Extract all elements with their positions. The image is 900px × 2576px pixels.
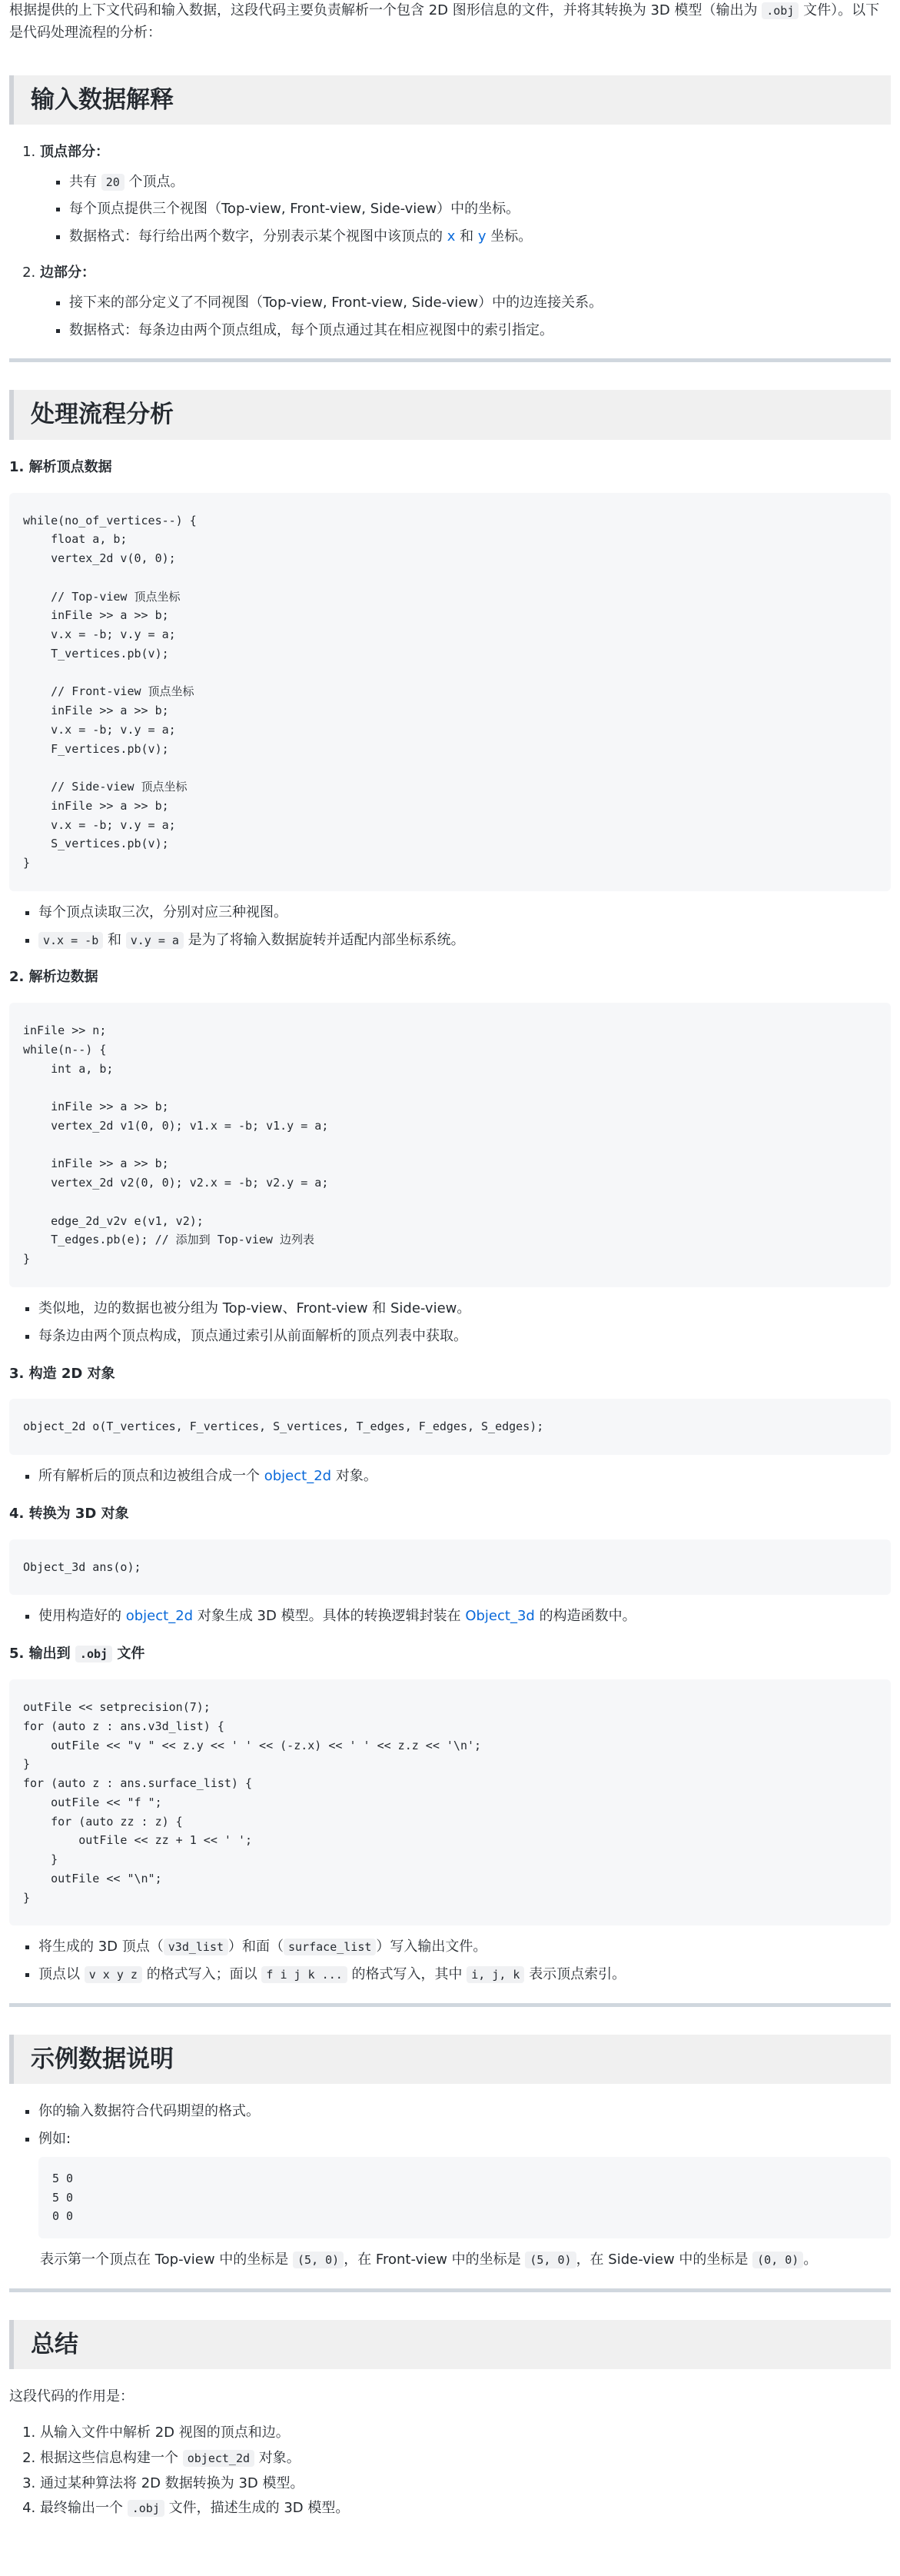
object-2d-link[interactable]: object_2d bbox=[264, 1468, 332, 1485]
text: 和 bbox=[107, 931, 121, 948]
step5-bullets bbox=[9, 1936, 891, 1986]
inline-code: .obj bbox=[128, 2500, 164, 2517]
text: 例如: bbox=[38, 2130, 71, 2147]
text: 的格式写入；面以 bbox=[146, 1966, 257, 1983]
section-title: 示例数据说明 bbox=[31, 2045, 174, 2073]
text: 将生成的 3D 顶点（ bbox=[38, 1939, 164, 1955]
text: 对象生成 3D 模型。具体的转换逻辑封装在 bbox=[197, 1608, 461, 1625]
bullet bbox=[38, 2128, 891, 2238]
inline-code: v.x = -b bbox=[38, 932, 103, 949]
bullet bbox=[38, 1936, 891, 1959]
bullet bbox=[69, 171, 891, 194]
list-item-edges bbox=[40, 262, 891, 341]
code-block-parse-edges: inFile >> n; while(n--) { int a, b; inFile >> a >> b; vertex_2d v1(0, 0); v1.x = -b; v1.y = a; inFile >> a >> b; vertex_2d v2(0, 0); v2.x = -b; v2.y = a; edge_2d_v2v e(v1, v2); T_edges.pb(e); // 添加到 Top-view 边列表 } bbox=[9, 1003, 891, 1287]
intro-paragraph bbox=[9, 0, 891, 45]
text: 表示第一个顶点在 Top-view 中的坐标是 bbox=[40, 2252, 289, 2268]
intro-text-end: 文件）。以下是代码处理流程的分析： bbox=[9, 2, 880, 41]
section-divider bbox=[9, 2003, 891, 2007]
bullet bbox=[38, 1606, 891, 1628]
section-heading-summary bbox=[9, 2320, 891, 2369]
inline-code: f i j k ... bbox=[261, 1966, 347, 1983]
section-heading-process-analysis bbox=[9, 390, 891, 439]
item-label: 边部分 bbox=[40, 265, 81, 281]
bullet bbox=[38, 930, 891, 952]
example-note bbox=[40, 2249, 891, 2271]
text: 使用构造好的 bbox=[38, 1608, 121, 1625]
text: 所有解析后的顶点和边被组合成一个 bbox=[38, 1468, 260, 1485]
text: ）和面（ bbox=[228, 1939, 284, 1955]
code-block-object-2d: object_2d o(T_vertices, F_vertices, S_vertices, T_edges, F_edges, S_edges); bbox=[9, 1399, 891, 1455]
text: 5. 输出到 bbox=[9, 1646, 71, 1662]
text: 顶点以 bbox=[38, 1966, 80, 1983]
text: 表示顶点索引。 bbox=[529, 1966, 626, 1983]
colon: ： bbox=[81, 265, 95, 281]
edges-bullets bbox=[40, 292, 891, 342]
item-label: 顶点部分 bbox=[40, 143, 95, 160]
bullet: ▪ 数据格式：每条边由两个顶点组成，每个顶点通过其在相应视图中的索引指定。 bbox=[69, 320, 891, 342]
section-title: 输入数据解释 bbox=[31, 85, 174, 114]
text: 根据这些信息构建一个 bbox=[40, 2449, 178, 2466]
bullet: ▪ 每个顶点提供三个视图（Top-view, Front-view, Side-view）中的坐标。 bbox=[69, 198, 891, 221]
section-heading-example bbox=[9, 2035, 891, 2084]
text: 。 bbox=[803, 2252, 818, 2268]
inline-code: 20 bbox=[101, 174, 125, 191]
text: 对象。 bbox=[258, 2449, 301, 2466]
text: 是为了将输入数据旋转并适配内部坐标系统。 bbox=[188, 931, 465, 948]
object-3d-link[interactable]: Object_3d bbox=[465, 1608, 535, 1625]
bullet: ▪ 每个顶点读取三次，分别对应三种视图。 bbox=[38, 902, 891, 924]
text: 对象。 bbox=[335, 1468, 377, 1485]
bullet: ▪ 你的输入数据符合代码期望的格式。 bbox=[38, 2101, 891, 2123]
step-title: 2. 解析边数据 bbox=[9, 969, 98, 986]
object-2d-link[interactable]: object_2d bbox=[125, 1608, 194, 1625]
bullet bbox=[69, 226, 891, 248]
step4-bullets bbox=[9, 1606, 891, 1628]
text: 的构造函数中。 bbox=[539, 1608, 636, 1625]
bullet: ▪ 接下来的部分定义了不同视图（Top-view, Front-view, Side-view）中的边连接关系。 bbox=[69, 292, 891, 315]
section-divider bbox=[9, 358, 891, 362]
list-item bbox=[40, 2448, 891, 2470]
bullet bbox=[38, 1466, 891, 1488]
inline-code: v.y = a bbox=[126, 932, 184, 949]
text: ）写入输出文件。 bbox=[376, 1939, 487, 1955]
vertices-bullets bbox=[40, 171, 891, 248]
step-title: 3. 构造 2D 对象 bbox=[9, 1365, 115, 1382]
text: 文件，描述生成的 3D 模型。 bbox=[168, 2500, 350, 2517]
step-title: 4. 转换为 3D 对象 bbox=[9, 1505, 129, 1522]
example-bullets bbox=[9, 2101, 891, 2238]
inline-code: surface_list bbox=[284, 1939, 376, 1955]
code-block-output-obj: outFile << setprecision(7); for (auto z : ans.v3d_list) { outFile << "v " << z.y << ' ' << (-z.x) << ' ' << z.z << '\n'; } for (auto z : ans.surface_list) { outFile << "f "; for (auto zz : z) { outFile << zz + 1 << ' '; } outFile << "\n"; } bbox=[9, 1679, 891, 1925]
list-item bbox=[40, 2498, 891, 2520]
intro-text: 根据提供的上下文代码和输入数据，这段代码主要负责解析一个包含 2D 图形信息的文件，并将其转换为 3D 模型（输出为 bbox=[9, 2, 758, 18]
step3-bullets bbox=[9, 1466, 891, 1488]
code-block-object-3d: Object_3d ans(o); bbox=[9, 1539, 891, 1596]
code-block-parse-vertices: while(no_of_vertices--) { float a, b; vertex_2d v(0, 0); // Top-view 顶点坐标 inFile >> a >> b; v.x = -b; v.y = a; T_vertices.pb(v); // Front-view 顶点坐标 inFile >> a >> b; v.x = -b; v.y = a; F_vertices.pb(v); // Side-view 顶点坐标 inFile >> a >> b; v.x = -b; v.y = a; S_vertices.pb(v); } bbox=[9, 493, 891, 891]
text: 数据格式：每行给出两个数字，分别表示某个视图中该顶点的 bbox=[69, 228, 443, 245]
y-link[interactable]: y bbox=[477, 228, 487, 245]
section-title: 处理流程分析 bbox=[31, 401, 174, 429]
text: ，在 Front-view 中的坐标是 bbox=[344, 2252, 521, 2268]
section-heading-input-data bbox=[9, 75, 891, 125]
text: 个顶点。 bbox=[128, 173, 184, 190]
bullet: ▪ 每条边由两个顶点构成，顶点通过索引从前面解析的顶点列表中获取。 bbox=[38, 1326, 891, 1348]
bullet bbox=[38, 1964, 891, 1986]
step2-bullets bbox=[9, 1298, 891, 1348]
inline-code: v3d_list bbox=[164, 1939, 228, 1955]
inline-code: .obj bbox=[75, 1646, 112, 1662]
inline-code-obj: .obj bbox=[762, 2, 799, 19]
input-data-list bbox=[9, 141, 891, 342]
code-block-example: 5 0 5 0 0 0 bbox=[38, 2157, 891, 2238]
list-item: 3. 通过某种算法将 2D 数据转换为 3D 模型。 bbox=[40, 2473, 891, 2495]
summary-list bbox=[9, 2422, 891, 2520]
text: 文件 bbox=[117, 1646, 145, 1662]
text: 坐标。 bbox=[490, 228, 533, 245]
inline-code: (5, 0) bbox=[525, 2252, 576, 2268]
section-title: 总结 bbox=[31, 2330, 78, 2358]
text: ，在 Side-view 中的坐标是 bbox=[576, 2252, 749, 2268]
colon: ： bbox=[95, 143, 109, 160]
text: 共有 bbox=[69, 173, 97, 190]
step-title: 1. 解析顶点数据 bbox=[9, 458, 112, 475]
step-title-output bbox=[9, 1643, 891, 1666]
text: 的格式写入，其中 bbox=[351, 1966, 463, 1983]
inline-code: i, j, k bbox=[467, 1966, 524, 1983]
bullet: ▪ 类似地，边的数据也被分组为 Top-view、Front-view 和 Side-view。 bbox=[38, 1298, 891, 1320]
summary-lead: 这段代码的作用是： bbox=[9, 2388, 134, 2405]
text: 和 bbox=[460, 228, 474, 245]
list-item: 1. 从输入文件中解析 2D 视图的顶点和边。 bbox=[40, 2422, 891, 2445]
inline-code: (0, 0) bbox=[752, 2252, 803, 2268]
x-link[interactable]: x bbox=[447, 228, 456, 245]
text: 最终输出一个 bbox=[40, 2500, 123, 2517]
section-divider bbox=[9, 2288, 891, 2292]
inline-code: object_2d bbox=[183, 2450, 254, 2467]
inline-code: (5, 0) bbox=[293, 2252, 344, 2268]
list-item-vertices bbox=[40, 141, 891, 248]
inline-code: v x y z bbox=[85, 1966, 142, 1983]
step1-bullets bbox=[9, 902, 891, 952]
